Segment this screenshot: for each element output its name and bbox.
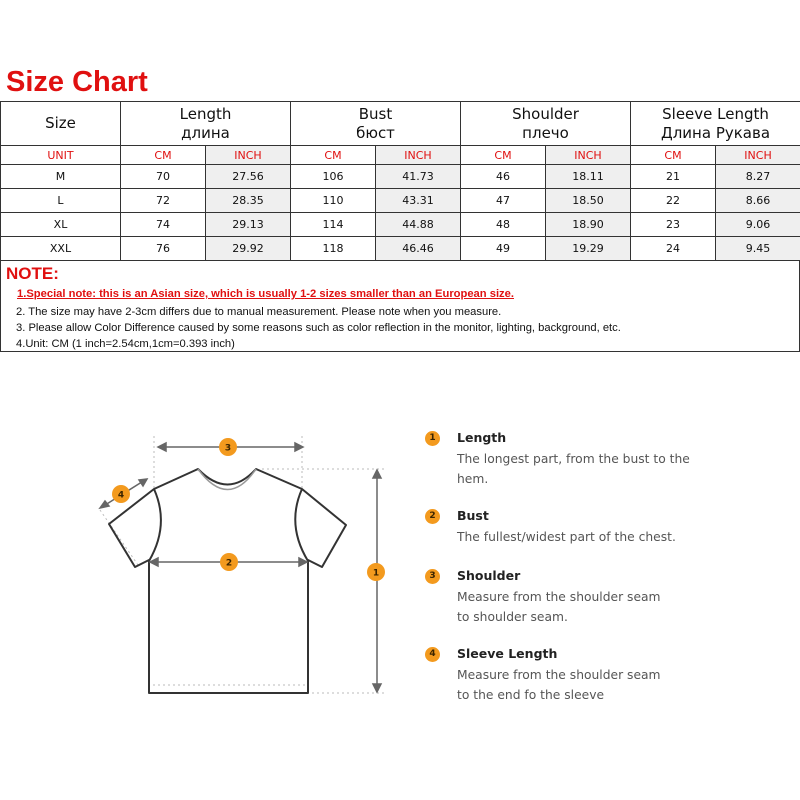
sleeve-cm-cell: 24 [631, 237, 716, 261]
length-cm-cell: 72 [121, 189, 206, 213]
notes-title: NOTE: [6, 264, 59, 283]
bust-cm-cell: 106 [291, 165, 376, 189]
unit-cm: CM [461, 146, 546, 165]
table-row [1, 189, 800, 213]
size-cell: M [1, 165, 121, 189]
legend-title: Sleeve Length [457, 646, 558, 661]
bust-inch-cell: 41.73 [376, 165, 461, 189]
table-row [1, 165, 800, 189]
number-badge-icon: 4 [425, 647, 440, 662]
length-inch-cell: 28.35 [206, 189, 291, 213]
size-cell: L [1, 189, 121, 213]
number-badge-icon: 3 [425, 569, 440, 584]
table-row [1, 213, 800, 237]
shoulder-cm-cell: 47 [461, 189, 546, 213]
note-color-difference: 3. Please allow Color Difference caused by some reasons such as color reflection in the monitor, lighting, background, etc. [16, 322, 621, 334]
shoulder-cm-cell: 48 [461, 213, 546, 237]
header-sleeve-length: Sleeve Length Длина Рукава [631, 102, 800, 146]
length-inch-cell: 27.56 [206, 165, 291, 189]
shoulder-inch-cell: 18.50 [546, 189, 631, 213]
sleeve-inch-cell: 9.06 [716, 213, 800, 237]
unit-inch: INCH [546, 146, 631, 165]
table-row [1, 237, 800, 261]
page-title: Size Chart [6, 66, 148, 98]
number-badge-icon: 2 [425, 509, 440, 524]
bust-cm-cell: 118 [291, 237, 376, 261]
unit-cm: CM [631, 146, 716, 165]
length-inch-cell: 29.13 [206, 213, 291, 237]
shoulder-cm-cell: 46 [461, 165, 546, 189]
sleeve-inch-cell: 9.45 [716, 237, 800, 261]
header-row [1, 102, 800, 146]
number-badge-icon: 1 [425, 431, 440, 446]
unit-row [1, 146, 800, 165]
note-unit: 4.Unit: CM (1 inch=2.54cm,1cm=0.393 inch) [16, 338, 235, 350]
unit-inch: INCH [716, 146, 800, 165]
notes-section [0, 260, 800, 352]
unit-cm: CM [121, 146, 206, 165]
length-inch-cell: 29.92 [206, 237, 291, 261]
length-cm-cell: 70 [121, 165, 206, 189]
size-cell: XXL [1, 237, 121, 261]
header-size: Size [1, 102, 121, 146]
bust-inch-cell: 43.31 [376, 189, 461, 213]
svg-text:1: 1 [372, 568, 380, 579]
note-special: 1.Special note: this is an Asian size, which is usually 1-2 sizes smaller than an European size. [17, 288, 514, 300]
legend-desc: The longest part, from the bust to the hem. [457, 452, 690, 486]
header-length: Length длина [121, 102, 291, 146]
header-shoulder: Shoulder плечо [461, 102, 631, 146]
sleeve-cm-cell: 22 [631, 189, 716, 213]
legend-title: Bust [457, 508, 489, 523]
sleeve-cm-cell: 21 [631, 165, 716, 189]
unit-cm: CM [291, 146, 376, 165]
shoulder-cm-cell: 49 [461, 237, 546, 261]
legend-desc: Measure from the shoulder seam to shoulder seam. [457, 590, 661, 624]
bust-cm-cell: 110 [291, 189, 376, 213]
bust-inch-cell: 44.88 [376, 213, 461, 237]
sleeve-inch-cell: 8.66 [716, 189, 800, 213]
bust-cm-cell: 114 [291, 213, 376, 237]
legend-desc: The fullest/widest part of the chest. [457, 530, 676, 544]
svg-text:2: 2 [225, 558, 233, 569]
svg-text:4: 4 [117, 490, 125, 501]
length-cm-cell: 74 [121, 213, 206, 237]
legend-desc: Measure from the shoulder seam to the end fo the sleeve [457, 668, 661, 702]
sleeve-inch-cell: 8.27 [716, 165, 800, 189]
tshirt-outline-icon [90, 400, 420, 700]
unit-inch: INCH [376, 146, 461, 165]
tshirt-diagram [90, 400, 420, 700]
size-cell: XL [1, 213, 121, 237]
legend-title: Length [457, 430, 507, 445]
legend-title: Shoulder [457, 568, 521, 583]
size-chart-table [0, 101, 800, 261]
header-bust: Bust бюст [291, 102, 461, 146]
unit-label: UNIT [1, 146, 121, 165]
svg-text:3: 3 [224, 443, 232, 454]
shoulder-inch-cell: 19.29 [546, 237, 631, 261]
length-cm-cell: 76 [121, 237, 206, 261]
sleeve-cm-cell: 23 [631, 213, 716, 237]
bust-inch-cell: 46.46 [376, 237, 461, 261]
shoulder-inch-cell: 18.90 [546, 213, 631, 237]
note-measurement: 2. The size may have 2-3cm differs due to manual measurement. Please note when you measure. [16, 306, 502, 318]
unit-inch: INCH [206, 146, 291, 165]
shoulder-inch-cell: 18.11 [546, 165, 631, 189]
